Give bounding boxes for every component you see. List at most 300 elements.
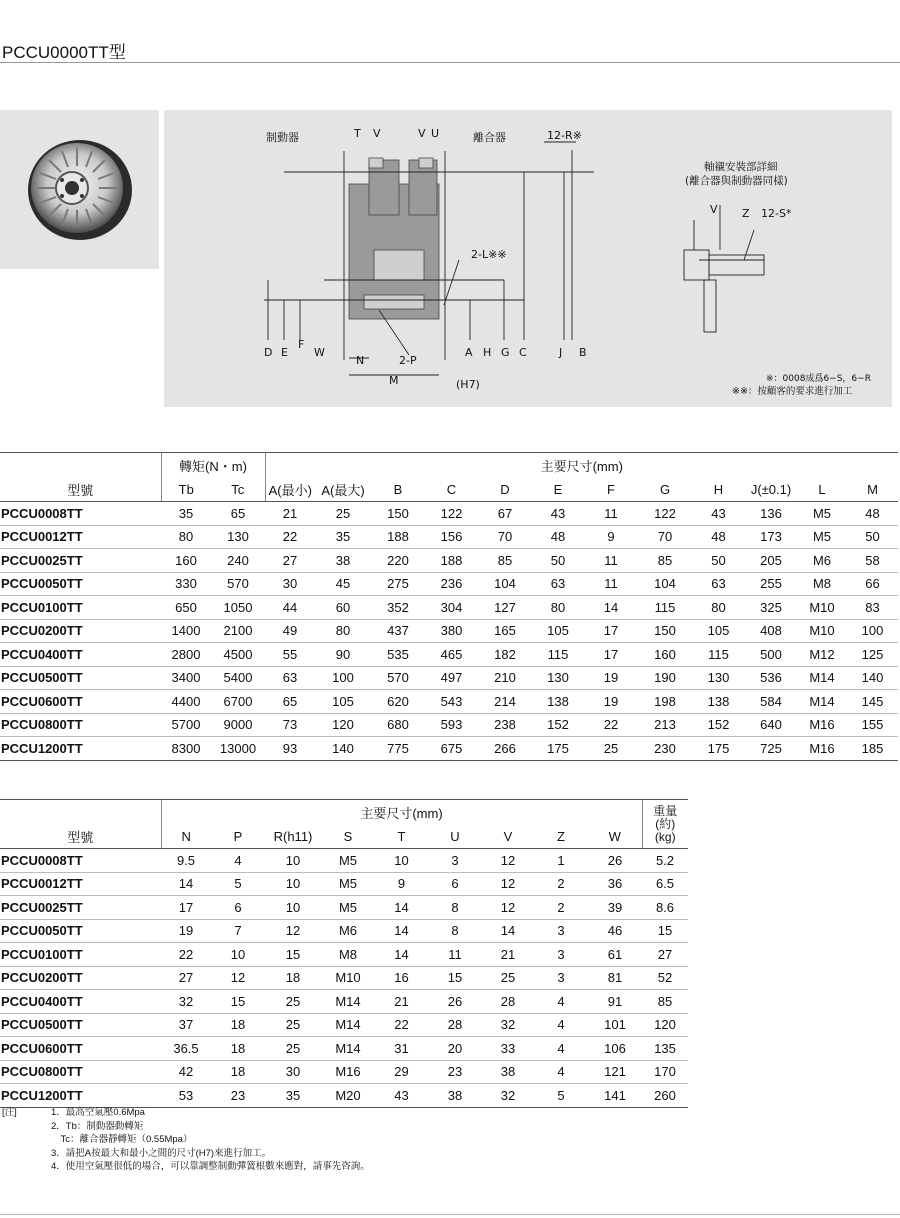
table-row (0, 549, 898, 573)
value-cell: 188 (371, 525, 425, 549)
h7-label: (H7) (456, 378, 480, 391)
col-header: V (482, 825, 534, 849)
value-cell: 61 (588, 943, 642, 967)
value-cell: M14 (797, 666, 847, 690)
value-cell: 120 (315, 713, 371, 737)
value-cell: 152 (692, 713, 745, 737)
value-cell: 93 (265, 737, 315, 761)
value-cell: 127 (478, 596, 532, 620)
value-cell: 2800 (161, 643, 211, 667)
value-cell: 63 (265, 666, 315, 690)
model-cell: PCCU0600TT (0, 690, 161, 714)
r-callout: 12-R※ (547, 129, 582, 142)
model-header-2: 型號 (0, 825, 161, 849)
value-cell: 725 (745, 737, 797, 761)
table-row (0, 666, 898, 690)
value-cell: 175 (532, 737, 584, 761)
value-cell: 11 (584, 502, 638, 526)
value-cell: 63 (532, 572, 584, 596)
value-cell: 104 (478, 572, 532, 596)
value-cell: 182 (478, 643, 532, 667)
value-cell: 21 (482, 943, 534, 967)
value-cell: 4 (534, 990, 588, 1014)
value-cell: 23 (211, 1084, 265, 1108)
value-cell: 19 (161, 919, 211, 943)
table-row (0, 943, 688, 967)
value-cell: 5 (534, 1084, 588, 1108)
value-cell: 2 (534, 872, 588, 896)
value-cell: 10 (265, 849, 321, 873)
drawing-footnote-1: ※：0008成爲6−S，6−R (766, 374, 871, 384)
col-header: D (478, 478, 532, 502)
value-cell: 330 (161, 572, 211, 596)
value-cell: 91 (588, 990, 642, 1014)
value-cell: 44 (265, 596, 315, 620)
col-header: A(最小) (265, 478, 315, 502)
value-cell: 25 (265, 1037, 321, 1061)
value-cell: 115 (638, 596, 692, 620)
model-cell: PCCU0200TT (0, 966, 161, 990)
value-cell: M16 (797, 713, 847, 737)
model-cell: PCCU0800TT (0, 713, 161, 737)
col-header: H (692, 478, 745, 502)
value-cell: 160 (161, 549, 211, 573)
value-cell: 35 (315, 525, 371, 549)
value-cell: 58 (847, 549, 898, 573)
value-cell: 122 (638, 502, 692, 526)
value-cell: M5 (797, 502, 847, 526)
value-cell: 2 (534, 896, 588, 920)
value-cell: 18 (211, 1013, 265, 1037)
value-cell: 38 (428, 1084, 482, 1108)
value-cell: 11 (428, 943, 482, 967)
value-cell: M14 (797, 690, 847, 714)
dimension-drawing (164, 110, 892, 407)
value-cell: 220 (371, 549, 425, 573)
value-cell: 22 (584, 713, 638, 737)
value-cell: 31 (375, 1037, 428, 1061)
cross-section-drawing-icon (164, 110, 892, 407)
brake-label: 制動器 (266, 131, 299, 144)
weight-cell: 8.6 (642, 896, 688, 920)
value-cell: 39 (588, 896, 642, 920)
weight-cell: 27 (642, 943, 688, 967)
clutch-brake-photo-icon (0, 110, 159, 269)
bottom-divider (0, 1214, 900, 1215)
value-cell: 25 (265, 1013, 321, 1037)
value-cell: 29 (375, 1060, 428, 1084)
value-cell: 4500 (211, 643, 265, 667)
value-cell: 6700 (211, 690, 265, 714)
table-row (0, 596, 898, 620)
value-cell: 20 (428, 1037, 482, 1061)
value-cell: 81 (588, 966, 642, 990)
weight-cell: 52 (642, 966, 688, 990)
detail-subtitle: (離合器與制動器同樣) (685, 175, 788, 187)
value-cell: 352 (371, 596, 425, 620)
table-row (0, 990, 688, 1014)
dim-m: M (389, 374, 399, 387)
value-cell: M20 (321, 1084, 375, 1108)
value-cell: 130 (532, 666, 584, 690)
value-cell: 45 (315, 572, 371, 596)
value-cell: 9 (584, 525, 638, 549)
value-cell: 14 (584, 596, 638, 620)
value-cell: 4 (534, 1060, 588, 1084)
p-callout: 2-P (399, 354, 417, 367)
value-cell: 25 (265, 990, 321, 1014)
table-row (0, 1037, 688, 1061)
dim-g: G (501, 346, 510, 359)
value-cell: 17 (584, 643, 638, 667)
model-cell: PCCU0100TT (0, 943, 161, 967)
value-cell: 9 (375, 872, 428, 896)
value-cell: 22 (265, 525, 315, 549)
value-cell: 19 (584, 690, 638, 714)
col-header: R(h11) (265, 825, 321, 849)
note-item: 4．使用空氣壓很低的場合，可以靠調整制動彈簧根數來應對，請事先咨詢。 (51, 1161, 370, 1173)
detail-title: 軸襯安裝部詳細 (704, 161, 778, 173)
value-cell: 437 (371, 619, 425, 643)
col-header: B (371, 478, 425, 502)
value-cell: 90 (315, 643, 371, 667)
detail-s: 12-S* (761, 207, 792, 220)
value-cell: M6 (321, 919, 375, 943)
model-cell: PCCU0050TT (0, 919, 161, 943)
value-cell: 8 (428, 896, 482, 920)
value-cell: 25 (482, 966, 534, 990)
value-cell: 50 (692, 549, 745, 573)
value-cell: 17 (584, 619, 638, 643)
model-cell: PCCU0008TT (0, 502, 161, 526)
value-cell: 26 (588, 849, 642, 873)
dim-u: U (431, 127, 440, 140)
dim-c: C (519, 346, 527, 359)
value-cell: 130 (211, 525, 265, 549)
model-cell: PCCU1200TT (0, 737, 161, 761)
dim-b: B (579, 346, 587, 359)
value-cell: 141 (588, 1084, 642, 1108)
value-cell: 19 (584, 666, 638, 690)
weight-header (642, 800, 688, 849)
page-title: PCCU0000TT型 (2, 43, 126, 62)
dim-v2: V (418, 127, 426, 140)
value-cell: 30 (265, 1060, 321, 1084)
notes-label: [注] (2, 1107, 17, 1118)
value-cell: 38 (315, 549, 371, 573)
value-cell: 12 (482, 849, 534, 873)
value-cell: 775 (371, 737, 425, 761)
value-cell: 156 (425, 525, 478, 549)
dims-header-2: 主要尺寸(mm) (161, 800, 642, 826)
value-cell: 497 (425, 666, 478, 690)
value-cell: 593 (425, 713, 478, 737)
value-cell: 27 (265, 549, 315, 573)
dim-n: N (356, 354, 365, 367)
value-cell: 14 (482, 919, 534, 943)
value-cell: 3 (534, 919, 588, 943)
value-cell: 138 (692, 690, 745, 714)
model-cell: PCCU0600TT (0, 1037, 161, 1061)
value-cell: 60 (315, 596, 371, 620)
note-item: 2．Tb：制動器動轉矩 (51, 1120, 144, 1132)
value-cell: 15 (428, 966, 482, 990)
value-cell: 190 (638, 666, 692, 690)
value-cell: 12 (482, 896, 534, 920)
table-row (0, 619, 898, 643)
value-cell: 650 (161, 596, 211, 620)
value-cell: 23 (428, 1060, 482, 1084)
value-cell: 214 (478, 690, 532, 714)
value-cell: 100 (315, 666, 371, 690)
clutch-label: 離合器 (473, 131, 506, 144)
value-cell: 266 (478, 737, 532, 761)
value-cell: 6 (211, 896, 265, 920)
value-cell: 125 (847, 643, 898, 667)
col-header: L (797, 478, 847, 502)
value-cell: M10 (797, 619, 847, 643)
value-cell: 15 (265, 943, 321, 967)
weight-header-line-1: 重量 (653, 803, 678, 818)
value-cell: 80 (315, 619, 371, 643)
value-cell: M14 (321, 1013, 375, 1037)
value-cell: 152 (532, 713, 584, 737)
table-row (0, 643, 898, 667)
value-cell: 3 (534, 966, 588, 990)
value-cell: 6 (428, 872, 482, 896)
note-item: Tc：離合器靜轉矩（0.55Mpa） (51, 1134, 193, 1146)
col-header: J(±0.1) (745, 478, 797, 502)
value-cell: M5 (321, 896, 375, 920)
value-cell: 85 (478, 549, 532, 573)
table-row (0, 872, 688, 896)
value-cell: 32 (482, 1013, 534, 1037)
value-cell: 1050 (211, 596, 265, 620)
value-cell: M8 (797, 572, 847, 596)
value-cell: 465 (425, 643, 478, 667)
value-cell: 150 (638, 619, 692, 643)
value-cell: 105 (532, 619, 584, 643)
value-cell: 150 (371, 502, 425, 526)
value-cell: 26 (428, 990, 482, 1014)
value-cell: 36.5 (161, 1037, 211, 1061)
value-cell: 22 (375, 1013, 428, 1037)
note-item: 3．請把A按最大和最小之間的尺寸(H7)來進行加工。 (51, 1147, 272, 1159)
value-cell: 83 (847, 596, 898, 620)
value-cell: 101 (588, 1013, 642, 1037)
value-cell: 17 (161, 896, 211, 920)
value-cell: M8 (321, 943, 375, 967)
value-cell: 105 (315, 690, 371, 714)
value-cell: 48 (692, 525, 745, 549)
dims-header: 主要尺寸(mm) (265, 453, 898, 479)
value-cell: 140 (847, 666, 898, 690)
value-cell: 12 (265, 919, 321, 943)
col-header: Tc (211, 478, 265, 502)
col-header: C (425, 478, 478, 502)
weight-header-line-2: (約) (655, 816, 676, 831)
value-cell: 32 (482, 1084, 534, 1108)
value-cell: 9.5 (161, 849, 211, 873)
table-row (0, 896, 688, 920)
value-cell: 570 (371, 666, 425, 690)
value-cell: 70 (478, 525, 532, 549)
model-cell: PCCU0008TT (0, 849, 161, 873)
value-cell: M10 (797, 596, 847, 620)
value-cell: 18 (265, 966, 321, 990)
dim-d: D (264, 346, 273, 359)
table-row (0, 966, 688, 990)
value-cell: 14 (375, 943, 428, 967)
value-cell: 32 (161, 990, 211, 1014)
value-cell: 10 (265, 896, 321, 920)
value-cell: 160 (638, 643, 692, 667)
title-divider (0, 62, 900, 63)
table-row (0, 1060, 688, 1084)
col-header: G (638, 478, 692, 502)
table-row (0, 1013, 688, 1037)
value-cell: M12 (797, 643, 847, 667)
value-cell: 5400 (211, 666, 265, 690)
model-cell: PCCU0500TT (0, 666, 161, 690)
value-cell: 1 (534, 849, 588, 873)
value-cell: 680 (371, 713, 425, 737)
value-cell: 205 (745, 549, 797, 573)
col-header: U (428, 825, 482, 849)
value-cell: 198 (638, 690, 692, 714)
value-cell: 46 (588, 919, 642, 943)
l-callout: 2-L※※ (471, 248, 507, 261)
value-cell: 80 (532, 596, 584, 620)
value-cell: 136 (745, 502, 797, 526)
value-cell: 543 (425, 690, 478, 714)
value-cell: 165 (478, 619, 532, 643)
model-cell: PCCU0050TT (0, 572, 161, 596)
weight-cell: 5.2 (642, 849, 688, 873)
value-cell: 675 (425, 737, 478, 761)
detail-z: Z (742, 207, 750, 220)
value-cell: 50 (532, 549, 584, 573)
value-cell: 13000 (211, 737, 265, 761)
value-cell: 3 (534, 943, 588, 967)
value-cell: 25 (584, 737, 638, 761)
value-cell: 55 (265, 643, 315, 667)
value-cell: 10 (211, 943, 265, 967)
value-cell: 65 (211, 502, 265, 526)
table-row (0, 713, 898, 737)
dim-t: T (354, 127, 361, 140)
dim-w: W (314, 346, 325, 359)
table-row (0, 525, 898, 549)
value-cell: 500 (745, 643, 797, 667)
col-header: M (847, 478, 898, 502)
value-cell: 155 (847, 713, 898, 737)
value-cell: 121 (588, 1060, 642, 1084)
value-cell: M6 (797, 549, 847, 573)
value-cell: 65 (265, 690, 315, 714)
value-cell: 53 (161, 1084, 211, 1108)
value-cell: 325 (745, 596, 797, 620)
value-cell: 1400 (161, 619, 211, 643)
value-cell: 67 (478, 502, 532, 526)
value-cell: M5 (321, 849, 375, 873)
value-cell: 12 (211, 966, 265, 990)
value-cell: 16 (375, 966, 428, 990)
value-cell: 100 (847, 619, 898, 643)
value-cell: 210 (478, 666, 532, 690)
col-header: S (321, 825, 375, 849)
value-cell: 50 (847, 525, 898, 549)
value-cell: 104 (638, 572, 692, 596)
value-cell: 175 (692, 737, 745, 761)
table-row (0, 919, 688, 943)
value-cell: 8 (428, 919, 482, 943)
value-cell: 36 (588, 872, 642, 896)
value-cell: M16 (321, 1060, 375, 1084)
dim-j: J (559, 346, 563, 359)
value-cell: 5 (211, 872, 265, 896)
value-cell: 21 (375, 990, 428, 1014)
col-header: N (161, 825, 211, 849)
value-cell: 570 (211, 572, 265, 596)
value-cell: 240 (211, 549, 265, 573)
value-cell: 2100 (211, 619, 265, 643)
value-cell: 7 (211, 919, 265, 943)
value-cell: 105 (692, 619, 745, 643)
value-cell: 14 (375, 896, 428, 920)
value-cell: 33 (482, 1037, 534, 1061)
dimensions-table-2 (0, 799, 688, 1108)
value-cell: 185 (847, 737, 898, 761)
value-cell: 173 (745, 525, 797, 549)
value-cell: 188 (425, 549, 478, 573)
model-cell: PCCU0012TT (0, 525, 161, 549)
value-cell: 30 (265, 572, 315, 596)
value-cell: M14 (321, 990, 375, 1014)
value-cell: 66 (847, 572, 898, 596)
value-cell: 27 (161, 966, 211, 990)
value-cell: 85 (638, 549, 692, 573)
table-row (0, 849, 688, 873)
value-cell: 43 (375, 1084, 428, 1108)
model-cell: PCCU0400TT (0, 990, 161, 1014)
value-cell: 4 (534, 1013, 588, 1037)
col-header: F (584, 478, 638, 502)
value-cell: 42 (161, 1060, 211, 1084)
value-cell: 10 (265, 872, 321, 896)
value-cell: 230 (638, 737, 692, 761)
value-cell: 3400 (161, 666, 211, 690)
col-header: A(最大) (315, 478, 371, 502)
value-cell: 18 (211, 1037, 265, 1061)
value-cell: 28 (428, 1013, 482, 1037)
value-cell: 70 (638, 525, 692, 549)
model-cell: PCCU0100TT (0, 596, 161, 620)
value-cell: 11 (584, 572, 638, 596)
dim-f: F (298, 338, 305, 351)
table-row (0, 1084, 688, 1108)
value-cell: 4400 (161, 690, 211, 714)
value-cell: 14 (161, 872, 211, 896)
dim-h: H (483, 346, 492, 359)
weight-cell: 15 (642, 919, 688, 943)
value-cell: 48 (532, 525, 584, 549)
model-header: 型號 (0, 478, 161, 502)
value-cell: M14 (321, 1037, 375, 1061)
value-cell: 18 (211, 1060, 265, 1084)
product-photo (0, 110, 159, 269)
model-cell: PCCU0800TT (0, 1060, 161, 1084)
